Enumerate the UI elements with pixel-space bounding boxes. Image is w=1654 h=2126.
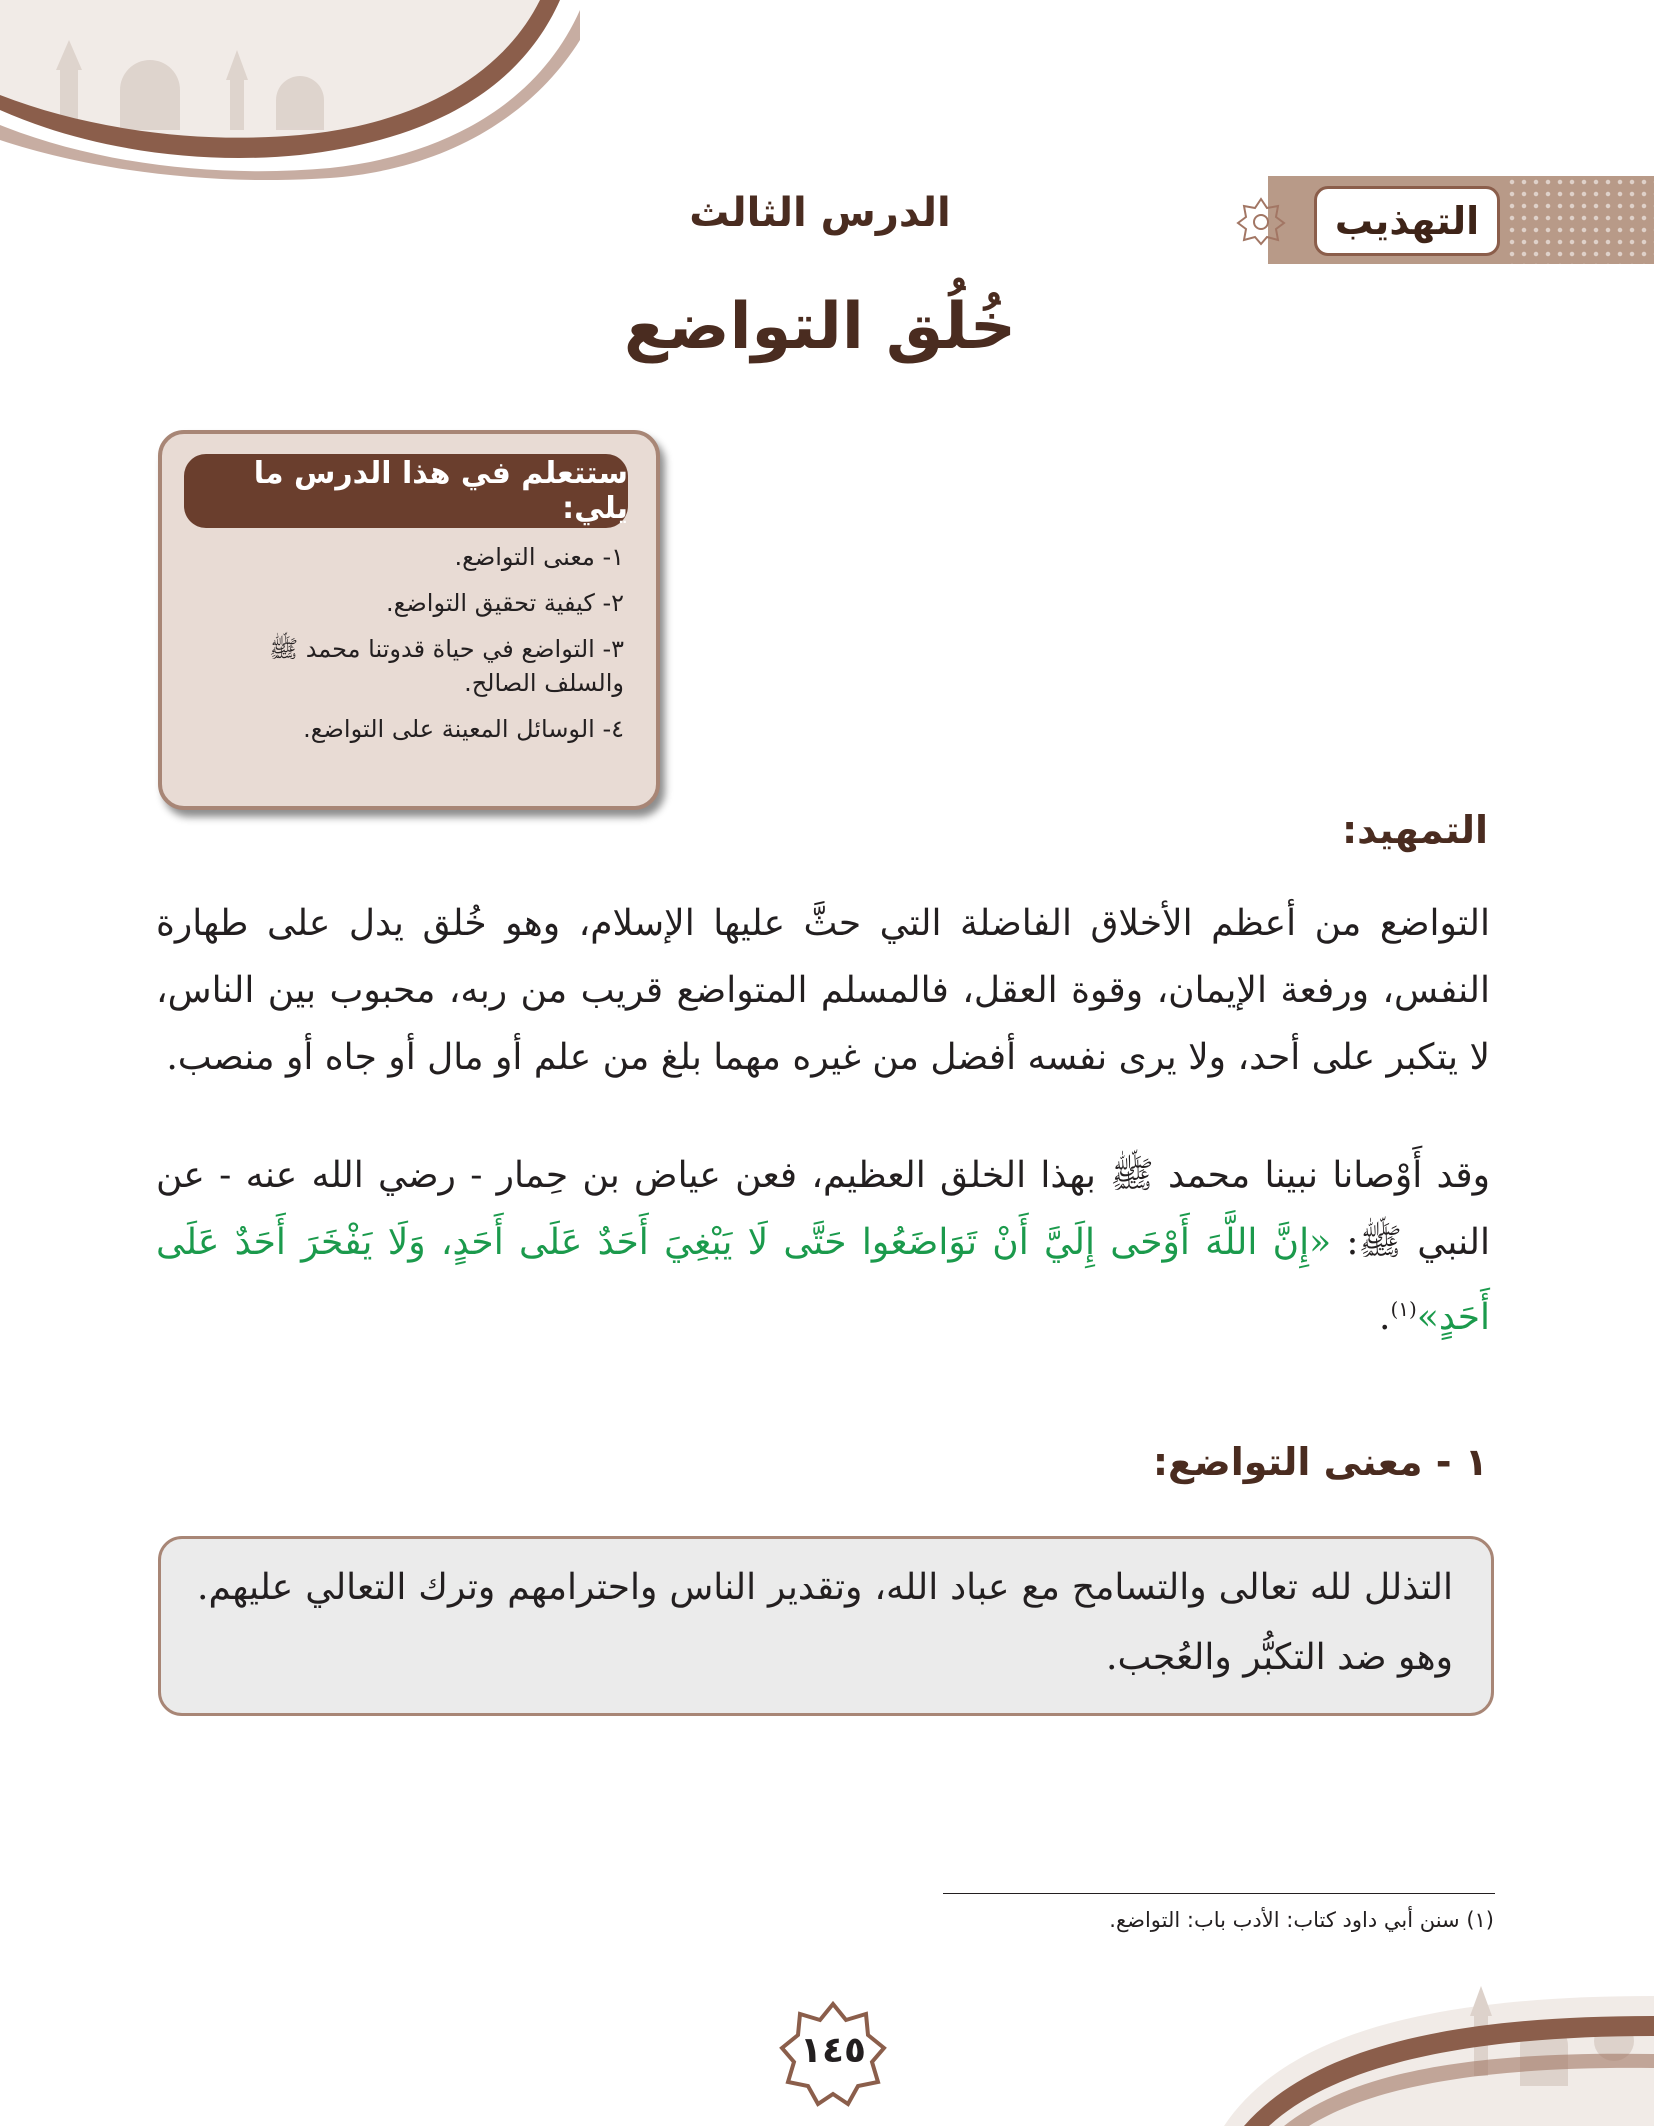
subject-banner: [1268, 176, 1654, 264]
footnote: (١) سنن أبي داود كتاب: الأدب باب: التواضع.: [1109, 1908, 1494, 1932]
arabesque-ornament-icon: [1236, 196, 1286, 246]
hadith-paragraph: [156, 1142, 1490, 1351]
learning-objectives-box: [158, 430, 660, 810]
banner-dot-pattern: [1506, 176, 1654, 264]
hadith-quote: «إِنَّ اللَّهَ أَوْحَى إِلَيَّ أَنْ تَوَاضَعُوا حَتَّى لَا يَبْغِيَ أَحَدٌ عَلَى أَحَدٍ، وَلَا يَفْخَرَ أَحَدٌ عَلَى أَحَدٍ»: [156, 1222, 1490, 1338]
footnote-marker: (١): [1390, 1297, 1417, 1321]
objective-item: ٤- الوسائل المعينة على التواضع.: [303, 715, 624, 743]
definition-box: [158, 1536, 1494, 1716]
page-number: ١٤٥: [800, 2030, 866, 2071]
objectives-list: [202, 540, 624, 758]
definition-text: التذلل لله تعالى والتسامح مع عباد الله، وتقدير الناس واحترامهم وترك التعالي عليهم. وهو ضد التكبُّر والعُجب.: [197, 1567, 1453, 1678]
objective-item: ١- معنى التواضع.: [454, 543, 624, 571]
objective-item: ٣- التواضع في حياة قدوتنا محمد ﷺ والسلف الصالح.: [269, 635, 624, 697]
intro-paragraph: التواضع من أعظم الأخلاق الفاضلة التي حثَّ عليها الإسلام، وهو خُلق يدل على طهارة النفس، ورفعة الإيمان، وقوة العقل، فالمسلم المتواضع قريب من ربه، محبوب بين الناس، لا يتكبر على أحد، ولا يرى نفسه أفضل من غيره مهما بلغ من علم أو مال أو جاه أو منصب.: [156, 903, 1490, 1078]
objective-item: ٢- كيفية تحقيق التواضع.: [386, 589, 624, 617]
hadith-end: .: [1378, 1297, 1391, 1338]
meaning-heading: ١ - معنى التواضع:: [1152, 1440, 1488, 1484]
footnote-divider: [943, 1893, 1495, 1894]
objectives-title: ستتعلم في هذا الدرس ما يلي:: [184, 454, 628, 528]
lesson-title: خُلُق التواضع: [624, 290, 1016, 364]
lesson-number: الدرس الثالث: [689, 190, 951, 236]
subject-label: التهذيب: [1314, 186, 1500, 256]
hadith-lead: وقد أَوْصانا نبينا محمد ﷺ بهذا الخلق العظيم، فعن عياض بن حِمار - رضي الله عنه - عن النبي ﷺ:: [156, 1155, 1490, 1263]
intro-heading: التمهيد:: [1341, 808, 1488, 852]
bottom-right-ornament: [1224, 1976, 1654, 2126]
top-left-ornament: [0, 0, 580, 180]
